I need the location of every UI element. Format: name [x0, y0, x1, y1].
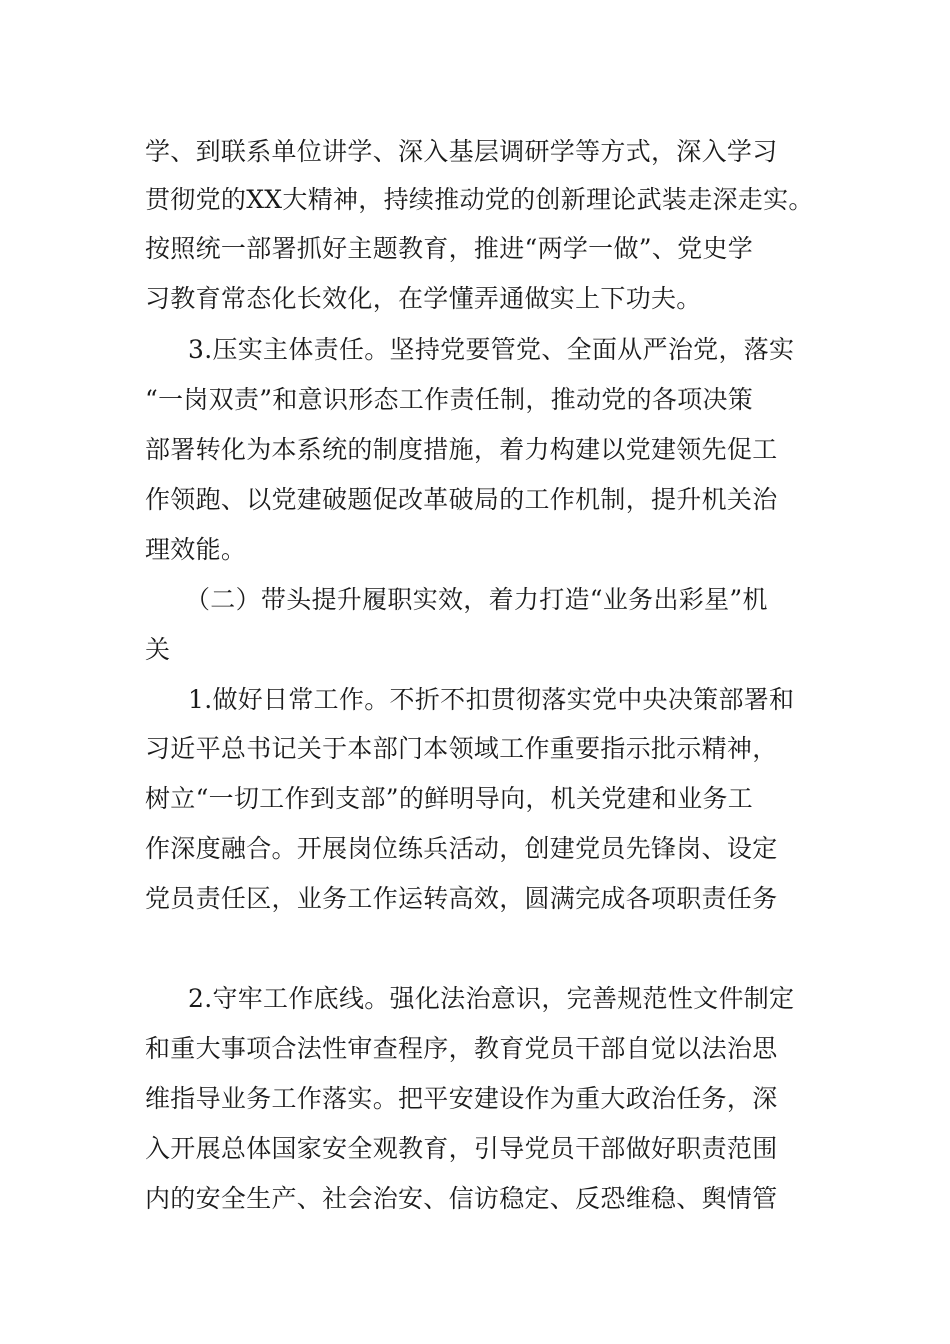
- section-heading: （二）带头提升履职实效，着力打造“业务出彩星”机: [185, 585, 768, 614]
- text-line: 维指导业务工作落实。把平安建设作为重大政治任务，深: [145, 1084, 778, 1113]
- text-line: 作深度融合。开展岗位练兵活动，创建党员先锋岗、设定: [145, 834, 778, 863]
- text-line: 理效能。: [145, 535, 247, 564]
- text-line: 部署转化为本系统的制度措施，着力构建以党建领先促工: [145, 435, 778, 464]
- text-line: 习近平总书记关于本部门本领域工作重要指示批示精神，: [145, 734, 778, 763]
- text-line-heading: 1.做好日常工作。不折不扣贯彻落实党中央决策部署和: [188, 685, 795, 714]
- section-heading-cont: 关: [145, 635, 171, 664]
- text-line-heading: 2.守牢工作底线。强化法治意识，完善规范性文件制定: [188, 984, 795, 1013]
- text-line: 内的安全生产、社会治安、信访稳定、反恐维稳、舆情管: [145, 1184, 778, 1213]
- text-line: “一岗双责”和意识形态工作责任制，推动党的各项决策: [145, 385, 754, 414]
- text-line: 入开展总体国家安全观教育，引导党员干部做好职责范围: [145, 1134, 778, 1163]
- text-line: 作领跑、以党建破题促改革破局的工作机制，提升机关治: [145, 485, 778, 514]
- text-line: 树立“一切工作到支部”的鲜明导向，机关党建和业务工: [145, 784, 754, 813]
- text-line: 和重大事项合法性审查程序，教育党员干部自觉以法治思: [145, 1034, 778, 1063]
- text-line: 贯彻党的XX大精神，持续推动党的创新理论武装走深走实。: [145, 185, 814, 214]
- text-line: 学、到联系单位讲学、深入基层调研学等方式，深入学习: [145, 137, 778, 166]
- text-line: 习教育常态化长效化，在学懂弄通做实上下功夫。: [145, 284, 702, 313]
- text-line-heading: 3.压实主体责任。坚持党要管党、全面从严治党，落实: [188, 335, 795, 364]
- text-line: 党员责任区，业务工作运转高效，圆满完成各项职责任务: [145, 884, 778, 913]
- text-line: 按照统一部署抓好主题教育，推进“两学一做”、党史学: [145, 234, 754, 263]
